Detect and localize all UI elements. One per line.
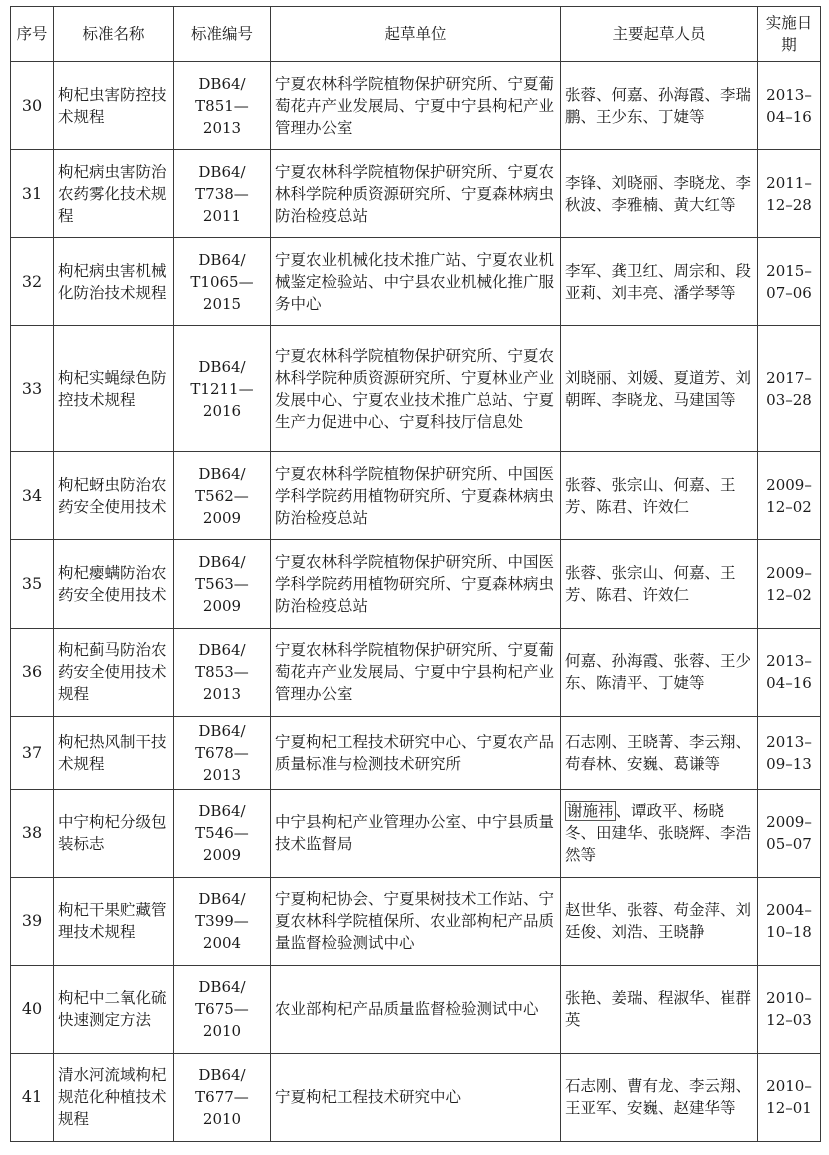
header-people: 主要起草人员 <box>561 7 758 62</box>
main-drafters: 李锋、刘晓丽、李晓龙、李秋波、李雅楠、黄大红等 <box>561 150 758 238</box>
main-drafters: 何嘉、孙海霞、张蓉、王少东、陈清平、丁婕等 <box>561 628 758 716</box>
standard-code: DB64/ T563—2009 <box>174 540 271 628</box>
standard-name: 枸杞病虫害机械化防治技术规程 <box>54 238 174 326</box>
drafters-rest: 、谭政平、杨晓冬、田建华、张晓辉、李浩然等 <box>565 802 752 865</box>
main-drafters: 张蓉、张宗山、何嘉、王芳、陈君、许效仁 <box>561 540 758 628</box>
table-body <box>11 62 821 1142</box>
drafting-organization: 农业部枸杞产品质量监督检验测试中心 <box>271 965 561 1053</box>
implementation-date: 2013–04–16 <box>758 628 821 716</box>
table-row <box>11 238 821 326</box>
header-row <box>11 7 821 62</box>
row-number: 39 <box>11 877 54 965</box>
standard-code: DB64/ T562—2009 <box>174 452 271 540</box>
boxed-name: 谢施祎 <box>567 802 614 821</box>
main-drafters <box>561 789 758 877</box>
main-drafters: 张艳、姜瑞、程淑华、崔群英 <box>561 965 758 1053</box>
row-number: 38 <box>11 789 54 877</box>
drafting-organization: 宁夏农业机械化技术推广站、宁夏农业机械鉴定检验站、中宁县农业机械化推广服务中心 <box>271 238 561 326</box>
standard-name: 枸杞蚜虫防治农药安全使用技术 <box>54 452 174 540</box>
row-number: 36 <box>11 628 54 716</box>
row-number: 34 <box>11 452 54 540</box>
header-num: 序号 <box>11 7 54 62</box>
row-number: 32 <box>11 238 54 326</box>
standard-code: DB64/ T677—2010 <box>174 1053 271 1141</box>
table-row <box>11 452 821 540</box>
drafting-organization: 宁夏农林科学院植物保护研究所、宁夏葡萄花卉产业发展局、宁夏中宁县枸杞产业管理办公室 <box>271 62 561 150</box>
main-drafters: 张蓉、何嘉、孙海霞、李瑞鹏、王少东、丁婕等 <box>561 62 758 150</box>
standard-name: 中宁枸杞分级包装标志 <box>54 789 174 877</box>
implementation-date: 2015–07–06 <box>758 238 821 326</box>
drafting-organization: 宁夏农林科学院植物保护研究所、中国医学科学院药用植物研究所、宁夏森林病虫防治检疫总站 <box>271 540 561 628</box>
header-org: 起草单位 <box>271 7 561 62</box>
drafting-organization: 宁夏农林科学院植物保护研究所、宁夏农林科学院种质资源研究所、宁夏林业产业发展中心、宁夏农业技术推广总站、宁夏生产力促进中心、宁夏科技厅信息处 <box>271 326 561 452</box>
main-drafters: 石志刚、王晓菁、李云翔、苟春林、安巍、葛谦等 <box>561 716 758 789</box>
standard-code: DB64/ T1211—2016 <box>174 326 271 452</box>
table-row <box>11 877 821 965</box>
standard-name: 枸杞实蝇绿色防控技术规程 <box>54 326 174 452</box>
table-row <box>11 540 821 628</box>
standard-code: DB64/ T853—2013 <box>174 628 271 716</box>
row-number: 30 <box>11 62 54 150</box>
standard-name: 枸杞中二氧化硫快速测定方法 <box>54 965 174 1053</box>
row-number: 31 <box>11 150 54 238</box>
main-drafters: 刘晓丽、刘媛、夏道芳、刘朝晖、李晓龙、马建国等 <box>561 326 758 452</box>
standard-code: DB64/ T851—2013 <box>174 62 271 150</box>
main-drafters: 李军、龚卫红、周宗和、段亚莉、刘丰亮、潘学琴等 <box>561 238 758 326</box>
row-number: 35 <box>11 540 54 628</box>
drafting-organization: 宁夏枸杞协会、宁夏果树技术工作站、宁夏农林科学院植保所、农业部枸杞产品质量监督检验测试中心 <box>271 877 561 965</box>
implementation-date: 2017–03–28 <box>758 326 821 452</box>
implementation-date: 2009–05–07 <box>758 789 821 877</box>
drafting-organization: 宁夏枸杞工程技术研究中心、宁夏农产品质量标准与检测技术研究所 <box>271 716 561 789</box>
table-row <box>11 716 821 789</box>
row-number: 33 <box>11 326 54 452</box>
standard-name: 枸杞瘿螨防治农药安全使用技术 <box>54 540 174 628</box>
implementation-date: 2011–12–28 <box>758 150 821 238</box>
implementation-date: 2009–12–02 <box>758 452 821 540</box>
standard-code: DB64/ T399—2004 <box>174 877 271 965</box>
drafting-organization: 宁夏农林科学院植物保护研究所、宁夏农林科学院种质资源研究所、宁夏森林病虫防治检疫总站 <box>271 150 561 238</box>
drafting-organization: 中宁县枸杞产业管理办公室、中宁县质量技术监督局 <box>271 789 561 877</box>
standard-name: 枸杞蓟马防治农药安全使用技术规程 <box>54 628 174 716</box>
table-row <box>11 628 821 716</box>
row-number: 37 <box>11 716 54 789</box>
table-row <box>11 150 821 238</box>
implementation-date: 2010–12–03 <box>758 965 821 1053</box>
main-drafters: 石志刚、曹有龙、李云翔、王亚军、安巍、赵建华等 <box>561 1053 758 1141</box>
standard-code: DB64/ T1065—2015 <box>174 238 271 326</box>
table-row <box>11 62 821 150</box>
implementation-date: 2010–12–01 <box>758 1053 821 1141</box>
implementation-date: 2009–12–02 <box>758 540 821 628</box>
header-date: 实施日期 <box>758 7 821 62</box>
standard-name: 枸杞干果贮藏管理技术规程 <box>54 877 174 965</box>
drafting-organization: 宁夏农林科学院植物保护研究所、中国医学科学院药用植物研究所、宁夏森林病虫防治检疫总站 <box>271 452 561 540</box>
standard-code: DB64/ T546—2009 <box>174 789 271 877</box>
drafting-organization: 宁夏农林科学院植物保护研究所、宁夏葡萄花卉产业发展局、宁夏中宁县枸杞产业管理办公室 <box>271 628 561 716</box>
standard-name: 枸杞热风制干技术规程 <box>54 716 174 789</box>
main-drafters: 赵世华、张蓉、苟金萍、刘廷俊、刘浩、王晓静 <box>561 877 758 965</box>
row-number: 40 <box>11 965 54 1053</box>
implementation-date: 2013–09–13 <box>758 716 821 789</box>
table-row <box>11 1053 821 1141</box>
implementation-date: 2004–10–18 <box>758 877 821 965</box>
standards-table <box>10 6 821 1142</box>
standard-name: 枸杞虫害防控技术规程 <box>54 62 174 150</box>
table-row <box>11 789 821 877</box>
table-row <box>11 965 821 1053</box>
header-name: 标准名称 <box>54 7 174 62</box>
standard-code: DB64/ T675—2010 <box>174 965 271 1053</box>
drafting-organization: 宁夏枸杞工程技术研究中心 <box>271 1053 561 1141</box>
standard-code: DB64/ T738—2011 <box>174 150 271 238</box>
implementation-date: 2013–04–16 <box>758 62 821 150</box>
header-code: 标准编号 <box>174 7 271 62</box>
standard-code: DB64/ T678—2013 <box>174 716 271 789</box>
standard-name: 枸杞病虫害防治农药雾化技术规程 <box>54 150 174 238</box>
row-number: 41 <box>11 1053 54 1141</box>
standard-name: 清水河流域枸杞规范化种植技术规程 <box>54 1053 174 1141</box>
main-drafters: 张蓉、张宗山、何嘉、王芳、陈君、许效仁 <box>561 452 758 540</box>
table-row <box>11 326 821 452</box>
